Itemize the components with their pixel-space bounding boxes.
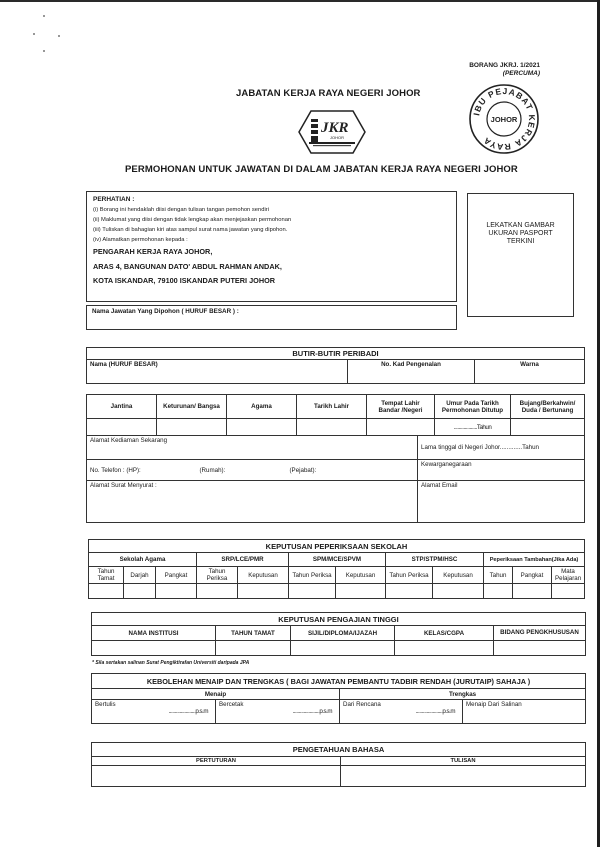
school-input-cell[interactable] bbox=[484, 584, 513, 599]
col-written: TULISAN bbox=[341, 757, 586, 766]
gender-input[interactable] bbox=[87, 419, 157, 436]
col-specialization: BIDANG PENGKHUSUSAN bbox=[494, 626, 586, 641]
notice-item: (iii) Tuliskan di bahagian kiri atas sampul surat nama jawatan yang dipohon. bbox=[93, 227, 288, 233]
col-header: Tahun Tamat bbox=[89, 567, 124, 584]
current-address-field[interactable] bbox=[87, 436, 418, 460]
school-input-cell[interactable] bbox=[156, 584, 197, 599]
group-spm: SPM/MCE/SPVM bbox=[289, 553, 386, 567]
col-gender: Jantina bbox=[87, 395, 157, 419]
form-price: (PERCUMA) bbox=[502, 70, 540, 77]
col-header: Mata Pelajaran bbox=[552, 567, 585, 584]
group-additional-exam: Peperiksaan Tambahan(Jika Ada) bbox=[484, 553, 585, 567]
phone-hp-field[interactable] bbox=[87, 460, 197, 481]
phone-home-label: (Rumah): bbox=[199, 466, 226, 474]
years-in-johor-field[interactable] bbox=[418, 436, 585, 460]
language-table bbox=[91, 742, 586, 787]
notice-item: (iv) Alamatkan permohonan kepada : bbox=[93, 237, 188, 243]
scan-top-edge bbox=[0, 0, 600, 2]
marital-status-input[interactable] bbox=[511, 419, 585, 436]
col-religion: Agama bbox=[227, 395, 297, 419]
school-section-title: KEPUTUSAN PEPERIKSAAN SEKOLAH bbox=[89, 540, 585, 553]
phone-hp-label: No. Telefon : (HP): bbox=[90, 466, 141, 474]
school-input-cell[interactable] bbox=[89, 584, 124, 599]
field-label: Bertulis bbox=[95, 701, 116, 708]
school-results-table bbox=[88, 539, 585, 599]
graduation-year-input[interactable] bbox=[216, 641, 291, 656]
col-header: Pangkat bbox=[156, 567, 197, 584]
school-input-cell[interactable] bbox=[197, 584, 238, 599]
col-race: Keturunan/ Bangsa bbox=[157, 395, 227, 419]
mailing-address-label: Alamat Surat Menyurat : bbox=[90, 482, 157, 489]
form-code: BORANG JKRJ. 1/2021 bbox=[469, 62, 540, 69]
phone-office-field[interactable] bbox=[287, 460, 418, 481]
shorthand-copy-typing-field[interactable] bbox=[463, 700, 586, 724]
birth-place-input[interactable] bbox=[367, 419, 435, 436]
official-stamp bbox=[467, 82, 541, 156]
field-label: Bercetak bbox=[219, 701, 244, 708]
ic-color-field[interactable] bbox=[475, 360, 585, 384]
col-graduation-year: TAHUN TAMAT bbox=[216, 626, 291, 641]
phone-office-label: (Pejabat): bbox=[289, 466, 317, 474]
notice-box bbox=[86, 191, 457, 302]
qualification-input[interactable] bbox=[291, 641, 395, 656]
svg-text:JOHOR: JOHOR bbox=[330, 135, 344, 140]
wpm-suffix: ......................p.s.m bbox=[292, 708, 332, 715]
personal-attributes-table bbox=[86, 394, 585, 436]
department-title: JABATAN KERJA RAYA NEGERI JOHOR bbox=[236, 88, 421, 99]
wpm-suffix: ......................p.s.m bbox=[168, 708, 208, 715]
svg-text:IBU PEJABAT KERJA RAYA: IBU PEJABAT KERJA RAYA bbox=[471, 85, 538, 153]
higher-ed-footnote: * Sila sertakan salinan Surat Pengiktirafan Universiti daripada JPA bbox=[92, 660, 250, 666]
phone-home-field[interactable] bbox=[197, 460, 287, 481]
higher-ed-section-title: KEPUTUSAN PENGAJIAN TINGGI bbox=[92, 613, 586, 626]
email-field[interactable] bbox=[418, 481, 585, 523]
notice-heading: PERHATIAN : bbox=[93, 196, 135, 203]
address-line: PENGARAH KERJA RAYA JOHOR, bbox=[93, 247, 213, 256]
post-applied-label: Nama Jawatan Yang Dipohon ( HURUF BESAR ) : bbox=[92, 308, 239, 315]
current-address-label: Alamat Kediaman Sekarang bbox=[90, 437, 168, 444]
citizenship-field[interactable] bbox=[418, 460, 585, 481]
written-language-input[interactable] bbox=[341, 766, 586, 787]
specialization-input[interactable] bbox=[494, 641, 586, 656]
typing-shorthand-table bbox=[91, 673, 586, 724]
col-age: Umur Pada Tarikh Permohonan Ditutup bbox=[435, 395, 511, 419]
higher-education-table bbox=[91, 612, 586, 656]
col-header: Tahun Periksa bbox=[289, 567, 336, 584]
religion-input[interactable] bbox=[227, 419, 297, 436]
svg-text:JOHOR: JOHOR bbox=[490, 115, 518, 124]
col-header: Darjah bbox=[124, 567, 156, 584]
wpm-suffix: ......................p.s.m bbox=[415, 708, 455, 715]
address-line: ARAS 4, BANGUNAN DATO' ABDUL RAHMAN ANDAK, bbox=[93, 261, 282, 271]
name-field[interactable] bbox=[87, 360, 348, 384]
field-label: Menaip Dari Salinan bbox=[466, 701, 522, 708]
typing-group-label: Menaip bbox=[92, 689, 340, 700]
form-code-block bbox=[469, 62, 540, 78]
email-label: Alamat Email bbox=[421, 482, 458, 489]
color-label: Warna bbox=[520, 361, 539, 368]
school-input-cell[interactable] bbox=[513, 584, 552, 599]
school-input-cell[interactable] bbox=[386, 584, 433, 599]
school-input-cell[interactable] bbox=[289, 584, 336, 599]
age-suffix: ...................Tahun bbox=[453, 423, 492, 431]
col-qualification: SIJIL/DIPLOMA/IJAZAH bbox=[291, 626, 395, 641]
typing-printed-field[interactable] bbox=[216, 700, 340, 724]
typing-handwritten-field[interactable] bbox=[92, 700, 216, 724]
col-spoken: PERTUTURAN bbox=[92, 757, 341, 766]
col-birth-date: Tarikh Lahir bbox=[297, 395, 367, 419]
race-input[interactable] bbox=[157, 419, 227, 436]
col-marital-status: Bujang/Berkahwin/ Duda / Bertunang bbox=[511, 395, 585, 419]
col-header: Keputusan bbox=[238, 567, 289, 584]
birth-date-input[interactable] bbox=[297, 419, 367, 436]
personal-details-table bbox=[86, 347, 585, 384]
shorthand-dictation-field[interactable] bbox=[340, 700, 463, 724]
shorthand-group-label: Trengkas bbox=[340, 689, 586, 700]
mailing-address-field[interactable] bbox=[87, 481, 418, 523]
group-srp: SRP/LCE/PMR bbox=[197, 553, 289, 567]
photo-box-label: LEKATKAN GAMBAR UKURAN PASPORT TERKINI bbox=[486, 222, 555, 245]
passport-photo-box[interactable] bbox=[467, 193, 574, 317]
contact-table bbox=[86, 435, 585, 523]
col-class-cgpa: KELAS/CGPA bbox=[395, 626, 494, 641]
citizenship-label: Kewarganegaraan bbox=[421, 461, 472, 468]
name-label: Nama (HURUF BESAR) bbox=[90, 361, 158, 368]
spoken-language-input[interactable] bbox=[92, 766, 341, 787]
col-institution: NAMA INSTITUSI bbox=[92, 626, 216, 641]
post-applied-field[interactable] bbox=[86, 305, 457, 330]
jkr-logo bbox=[297, 108, 367, 156]
age-input[interactable] bbox=[435, 419, 511, 436]
school-input-cell[interactable] bbox=[238, 584, 289, 599]
col-header: Keputusan bbox=[433, 567, 484, 584]
school-input-cell[interactable] bbox=[433, 584, 484, 599]
col-header: Tahun Periksa bbox=[197, 567, 238, 584]
institution-input[interactable] bbox=[92, 641, 216, 656]
col-header: Pangkat bbox=[513, 567, 552, 584]
svg-text:JKR: JKR bbox=[321, 120, 349, 136]
field-label: Dari Rencana bbox=[343, 701, 381, 708]
language-section-title: PENGETAHUAN BAHASA bbox=[92, 743, 586, 757]
ic-number-field[interactable] bbox=[348, 360, 475, 384]
notice-item: (ii) Maklumat yang diisi dengan tidak lengkap akan menjejaskan permohonan bbox=[93, 217, 292, 223]
typing-section-title: KEBOLEHAN MENAIP DAN TRENGKAS ( BAGI JAWATAN PEMBANTU TADBIR RENDAH (JURUTAIP) SAHAJA ) bbox=[92, 674, 586, 689]
school-input-cell[interactable] bbox=[552, 584, 585, 599]
application-title: PERMOHONAN UNTUK JAWATAN DI DALAM JABATAN KERJA RAYA NEGERI JOHOR bbox=[125, 164, 518, 175]
address-line: KOTA ISKANDAR, 79100 ISKANDAR PUTERI JOHOR bbox=[93, 276, 276, 285]
col-header: Keputusan bbox=[336, 567, 386, 584]
col-header: Tahun Periksa bbox=[386, 567, 433, 584]
col-birth-place: Tempat Lahir Bandar /Negeri bbox=[367, 395, 435, 419]
notice-item: (i) Borang ini hendaklah diisi dengan tulisan tangan pemohon sendiri bbox=[93, 207, 269, 213]
col-header: Tahun bbox=[484, 567, 513, 584]
group-stpm: STP/STPM/HSC bbox=[386, 553, 484, 567]
school-input-cell[interactable] bbox=[124, 584, 156, 599]
group-religious-school: Sekolah Agama bbox=[89, 553, 197, 567]
years-in-johor-label: Lama tinggal di Negeri Johor.............Tahun bbox=[421, 444, 539, 451]
personal-section-title: BUTIR-BUTIR PERIBADI bbox=[87, 348, 585, 360]
class-cgpa-input[interactable] bbox=[395, 641, 494, 656]
school-input-cell[interactable] bbox=[336, 584, 386, 599]
ic-label: No. Kad Pengenalan bbox=[381, 361, 441, 368]
